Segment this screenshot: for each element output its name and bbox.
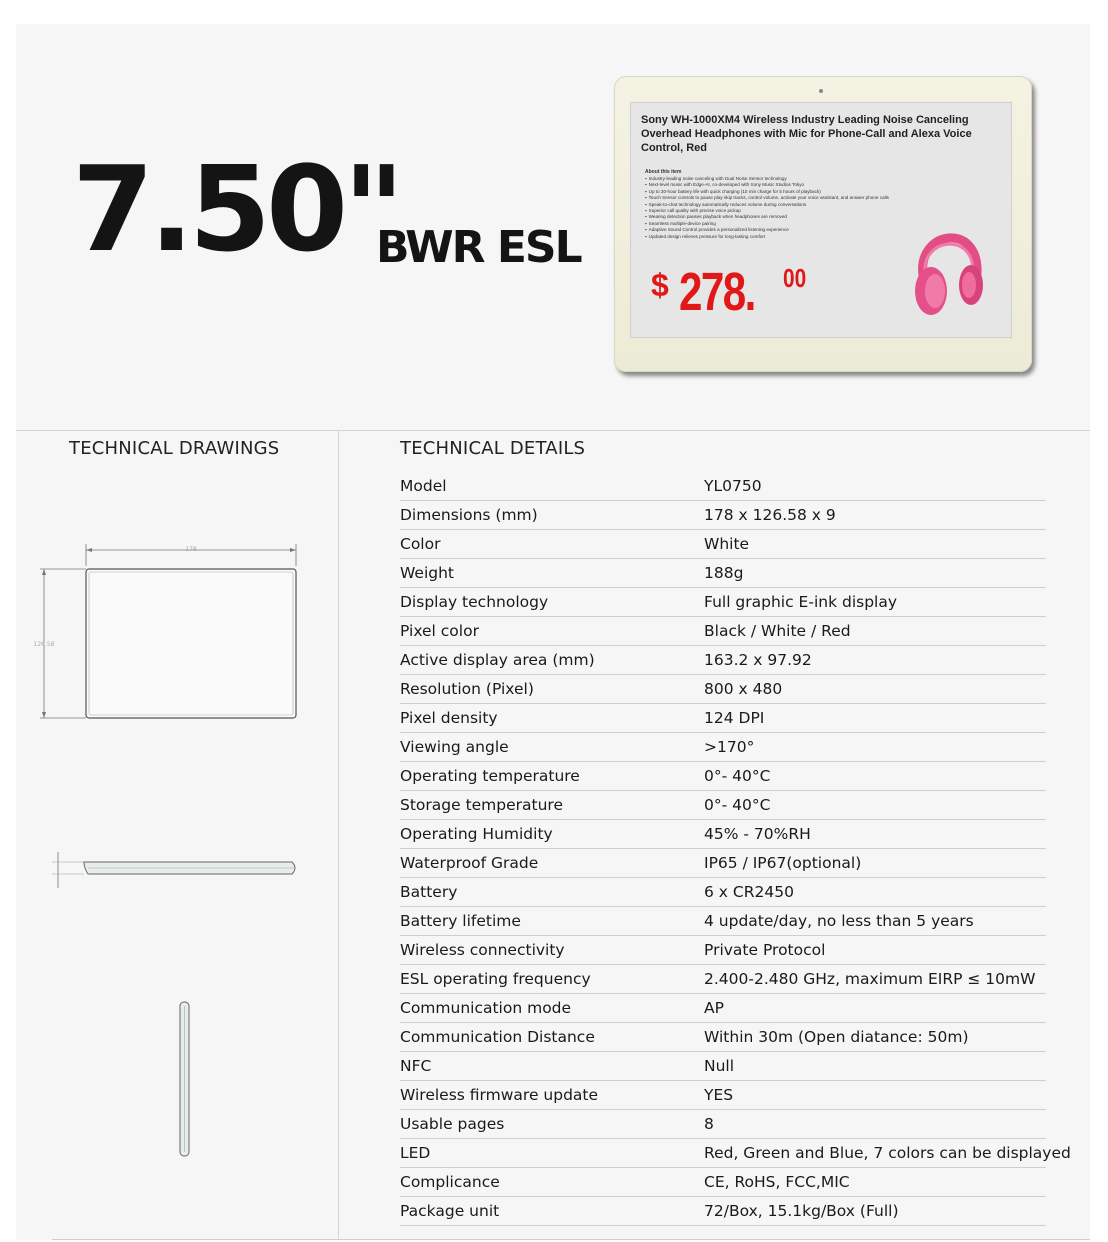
spec-key: Operating Humidity [400, 825, 553, 843]
screen-product-title: Sony WH-1000XM4 Wireless Industry Leading Noise Canceling Overhead Headphones with Mic for Phone-Call and Alexa Voice Control, Red [641, 114, 972, 154]
table-row [400, 849, 1046, 878]
table-row [400, 791, 1046, 820]
technical-details-title: TECHNICAL DETAILS [400, 438, 586, 459]
table-row [400, 1197, 1046, 1226]
screen-bullet: ▪ Next-level music with Edge-AI, co-developed with Sony Music Studios Tokyo [645, 182, 997, 188]
spec-key: Usable pages [400, 1115, 505, 1133]
width-dimension-label: 178 [185, 546, 197, 553]
spec-value: Within 30m (Open diatance: 50m) [704, 1028, 969, 1046]
height-dimension-label: 126.58 [33, 641, 55, 648]
spec-key: Waterproof Grade [400, 854, 539, 872]
screen-bullet: ▪ Wearing detection pauses playback when headphones are removed [645, 214, 997, 220]
spec-value: 45% - 70%RH [704, 825, 811, 843]
spec-key: Display technology [400, 593, 549, 611]
table-row [400, 965, 1046, 994]
price-integer: 278. [679, 262, 755, 322]
spec-key: NFC [400, 1057, 432, 1075]
table-row [400, 936, 1046, 965]
spec-value: White [704, 535, 750, 553]
spec-value: 163.2 x 97.92 [704, 651, 812, 669]
screen-about-heading: About this item [645, 169, 682, 175]
spec-key: Dimensions (mm) [400, 506, 538, 524]
spec-key: Viewing angle [400, 738, 509, 756]
spec-key: Pixel density [400, 709, 498, 727]
spec-value: CE, RoHS, FCC,MIC [704, 1173, 850, 1191]
spec-key: LED [400, 1144, 431, 1162]
spec-value: 72/Box, 15.1kg/Box (Full) [704, 1202, 899, 1220]
technical-drawings-title: TECHNICAL DRAWINGS [69, 438, 280, 459]
technical-details-table [400, 472, 1071, 1226]
bottom-rule [52, 1239, 1090, 1240]
spec-value: Null [704, 1057, 735, 1075]
spec-value: IP65 / IP67(optional) [704, 854, 862, 872]
table-row [400, 704, 1046, 733]
side-view-drawing [44, 848, 304, 892]
screen-bullet: ▪ Industry-leading noise canceling with Dual Noise Sensor technology [645, 176, 997, 182]
spec-key: Wireless connectivity [400, 941, 565, 959]
spec-key: Communication Distance [400, 1028, 595, 1046]
spec-value: YL0750 [704, 477, 762, 495]
spec-value: 0°- 40°C [704, 796, 771, 814]
table-row [400, 733, 1046, 762]
esl-device-image [614, 76, 1032, 372]
spec-key: Battery lifetime [400, 912, 521, 930]
spec-value: 6 x CR2450 [704, 883, 794, 901]
spec-value: YES [704, 1086, 734, 1104]
spec-key: Battery [400, 883, 458, 901]
price-decimal: 00 [783, 263, 807, 293]
section-divider [16, 430, 1090, 431]
table-row [400, 907, 1046, 936]
table-row [400, 1139, 1071, 1168]
screen-bullet: ▪ Speak-to-chat technology automatically reduces volume during conversations [645, 202, 997, 208]
spec-value: 4 update/day, no less than 5 years [704, 912, 974, 930]
spec-value: Full graphic E-ink display [704, 593, 898, 611]
table-row [400, 530, 1046, 559]
spec-key: Model [400, 477, 447, 495]
spec-key: Storage temperature [400, 796, 563, 814]
spec-value: 124 DPI [704, 709, 765, 727]
table-row [400, 472, 1046, 501]
table-row [400, 762, 1046, 791]
table-row [400, 820, 1046, 849]
spec-value: AP [704, 999, 724, 1017]
spec-key: ESL operating frequency [400, 970, 591, 988]
hero-screen-size: 7.50" [72, 140, 400, 278]
headphones-icon [909, 213, 989, 325]
spec-value: Private Protocol [704, 941, 826, 959]
table-row [400, 675, 1046, 704]
spec-key: Active display area (mm) [400, 651, 595, 669]
spec-key: Communication mode [400, 999, 572, 1017]
front-view-drawing [30, 540, 310, 730]
spec-value: 8 [704, 1115, 714, 1133]
price-currency: $ [651, 267, 669, 303]
spec-value: Red, Green and Blue, 7 colors can be displayed [704, 1144, 1071, 1162]
spec-key: Pixel color [400, 622, 479, 640]
screen-bullet: ▪ Touch Sensor controls to pause play skip tracks, control volume, activate your voice assistant, and answer phone calls [645, 195, 997, 201]
table-row [400, 1168, 1046, 1197]
spec-key: Weight [400, 564, 455, 582]
edge-view-drawing [172, 998, 196, 1162]
screen-bullet: ▪ Up to 30-hour battery life with quick charging (10 min charge for 5 hours of playback) [645, 189, 997, 195]
screen-bullet: ▪ Adaptive Sound Control provides a personalized listening experience [645, 227, 997, 233]
device-indicator-dot [819, 89, 823, 93]
esl-screen [630, 102, 1012, 338]
spec-value: 188g [704, 564, 744, 582]
spec-value: 0°- 40°C [704, 767, 771, 785]
spec-key: Complicance [400, 1173, 500, 1191]
table-row [400, 588, 1046, 617]
spec-key: Package unit [400, 1202, 500, 1220]
table-row [400, 878, 1046, 907]
spec-key: Color [400, 535, 441, 553]
spec-value: >170° [704, 738, 755, 756]
spec-value: 178 x 126.58 x 9 [704, 506, 836, 524]
spec-key: Wireless firmware update [400, 1086, 599, 1104]
table-row [400, 646, 1046, 675]
hero-product-type: BWR ESL [376, 222, 581, 273]
table-row [400, 994, 1046, 1023]
table-row [400, 559, 1046, 588]
table-row [400, 617, 1046, 646]
column-divider [338, 431, 339, 1240]
spec-value: 800 x 480 [704, 680, 783, 698]
table-row [400, 1081, 1046, 1110]
screen-bullet: ▪ Seamless multiple-device pairing [645, 221, 997, 227]
spec-key: Resolution (Pixel) [400, 680, 534, 698]
spec-value: Black / White / Red [704, 622, 851, 640]
screen-bullet: ▪ Updated design relieves pressure for long-lasting comfort [645, 234, 997, 240]
spec-value: 2.400-2.480 GHz, maximum EIRP ≤ 10mW [704, 970, 1036, 988]
table-row [400, 1023, 1046, 1052]
screen-bullet: ▪ Superior call quality with precise voice pickup [645, 208, 997, 214]
table-row [400, 1110, 1046, 1139]
spec-key: Operating temperature [400, 767, 580, 785]
table-row [400, 1052, 1046, 1081]
table-row [400, 501, 1046, 530]
